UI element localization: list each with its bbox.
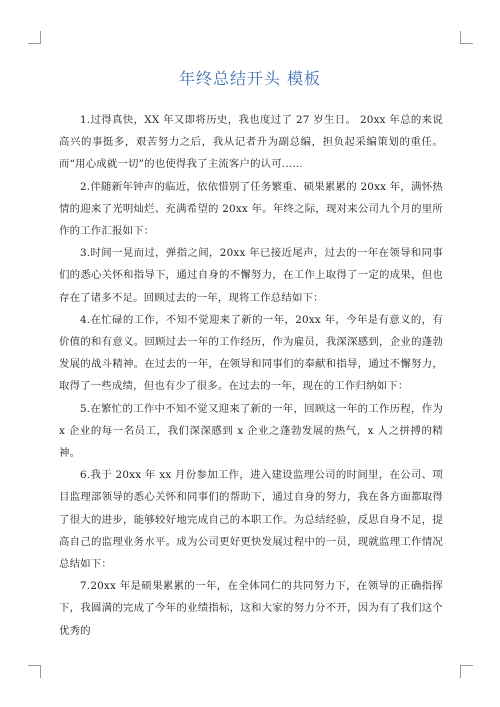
- paragraph-3: 3.时间一晃而过，弹指之间，20xx 年已接近尾声，过去的一年在领导和同事们的悉心关怀和指导下，通过自身的不懈努力，在工作上取得了一定的成果，但也存在了诸多不足。回顾过去的一年，现将工作总结如下：: [59, 247, 443, 304]
- crop-mark-bottom-left: [28, 665, 41, 678]
- paragraph-5: 5.在繁忙的工作中不知不觉又迎来了新的一年，回顾这一年的工作历程，作为 x 企业的每一名员工，我们深深感到 x 企业之蓬勃发展的热气，x 人之拼搏的精神。: [59, 402, 443, 460]
- crop-mark-top-left: [28, 31, 41, 44]
- crop-mark-bottom-right: [460, 665, 473, 678]
- paragraph-7: 7.20xx 年是硕果累累的一年，在全体同仁的共同努力下，在领导的正确指挥下，我圆满的完成了今年的业绩指标，这和大家的努力分不开，因为有了我们这个优秀的: [59, 580, 443, 637]
- crop-mark-top-right: [460, 31, 473, 44]
- paragraph-1: 1.过得真快，XX 年又即将历史，我也度过了 27 岁生日。 20xx 年总的来说高兴的事挺多，艰苦努力之后，我从记者升为副总编，担负起采编策划的重任。而“用心成就一切”的也使得我了主流客户的认可……: [59, 114, 443, 171]
- document-title: 年终总结开头 模板: [178, 69, 322, 88]
- document-body: [59, 109, 443, 642]
- paragraph-6: 6.我于 20xx 年 xx 月份参加工作，进入建设监理公司的时间里，在公司、项目监理部领导的悉心关怀和同事们的帮助下，通过自身的努力，我在各方面都取得了很大的进步，能够较好地完成自己的本职工作。为总结经验，反思自身不足，提高自己的监理业务水平。成为公司更好更快发展过程中的一员，现就监理工作情况总结如下：: [59, 469, 443, 571]
- paragraph-4: 4.在忙碌的工作，不知不觉迎来了新的一年，20xx 年，今年是有意义的，有价值的和有意义。回顾过去一年的工作经历，作为雇员，我深深感到，企业的蓬勃发展的战斗精神。在过去的一年，在领导和同事们的奉献和指导，通过不懈努力，取得了一些成绩，但也有少了很多。在过去的一年，现在的工作归纳如下：: [59, 313, 443, 393]
- paragraph-2: 2.伴随新年钟声的临近，依依惜别了任务繁重、硕果累累的 20xx 年，满怀热情的迎来了光明灿烂、充满希望的 20xx 年。年终之际，现对来公司九个月的里所作的工作汇报如下：: [59, 180, 443, 238]
